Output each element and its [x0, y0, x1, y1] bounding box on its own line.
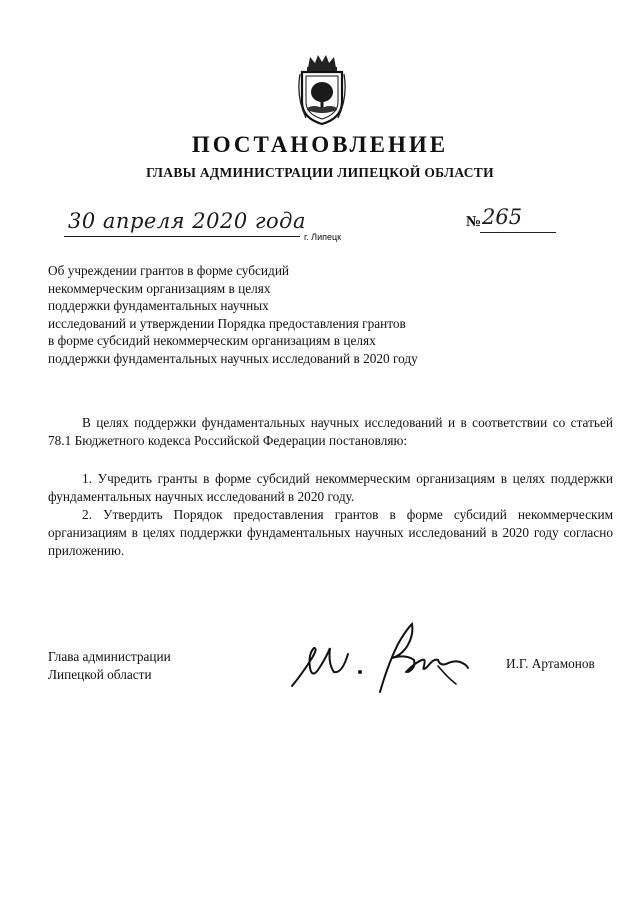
subject-line: некоммерческим организациям в целях [48, 280, 271, 296]
handwritten-date: 30 апреля 2020 года [68, 209, 306, 233]
resolution-item-2: 2. Утвердить Порядок предоставления грантов в форме субсидий некоммерческим организациям в целях поддержки фундаментальных научных исследований в 2020 году согласно приложению. [48, 507, 613, 558]
document-subtitle: ГЛАВЫ АДМИНИСТРАЦИИ ЛИПЕЦКОЙ ОБЛАСТИ [146, 165, 494, 180]
subject-line: поддержки фундаментальных научных исследований в 2020 году [48, 350, 418, 366]
date-underline [64, 236, 300, 237]
city-label: г. Липецк [304, 232, 342, 242]
resolution-item-1: 1. Учредить гранты в форме субсидий некоммерческим организациям в целях поддержки фундаментальных научных исследований в 2020 году. [48, 471, 613, 504]
document-subject [48, 262, 488, 368]
number-underline [480, 232, 556, 233]
subject-line: Об учреждении грантов в форме субсидий [48, 263, 290, 278]
signer-name: И.Г. Артамонов [506, 656, 595, 671]
handwritten-signature [288, 614, 488, 704]
document-title: ПОСТАНОВЛЕНИЕ [191, 132, 449, 157]
handwritten-number: 265 [482, 205, 523, 229]
signatory-position [48, 648, 171, 684]
subject-line: в форме субсидий некоммерческим организациям в целях [48, 333, 376, 349]
position-line: Глава администрации [48, 649, 171, 664]
subject-line: поддержки фундаментальных научных [48, 298, 269, 314]
subject-line: исследований и утверждении Порядка предоставления грантов [48, 315, 406, 331]
number-label: № [466, 214, 482, 230]
preamble-paragraph: В целях поддержки фундаментальных научных исследований и в соответствии со статьей 78.1 Бюджетного кодекса Российской Федерации постановляю: [48, 415, 613, 448]
coat-of-arms-emblem [296, 52, 348, 126]
position-line: Липецкой области [48, 666, 152, 682]
